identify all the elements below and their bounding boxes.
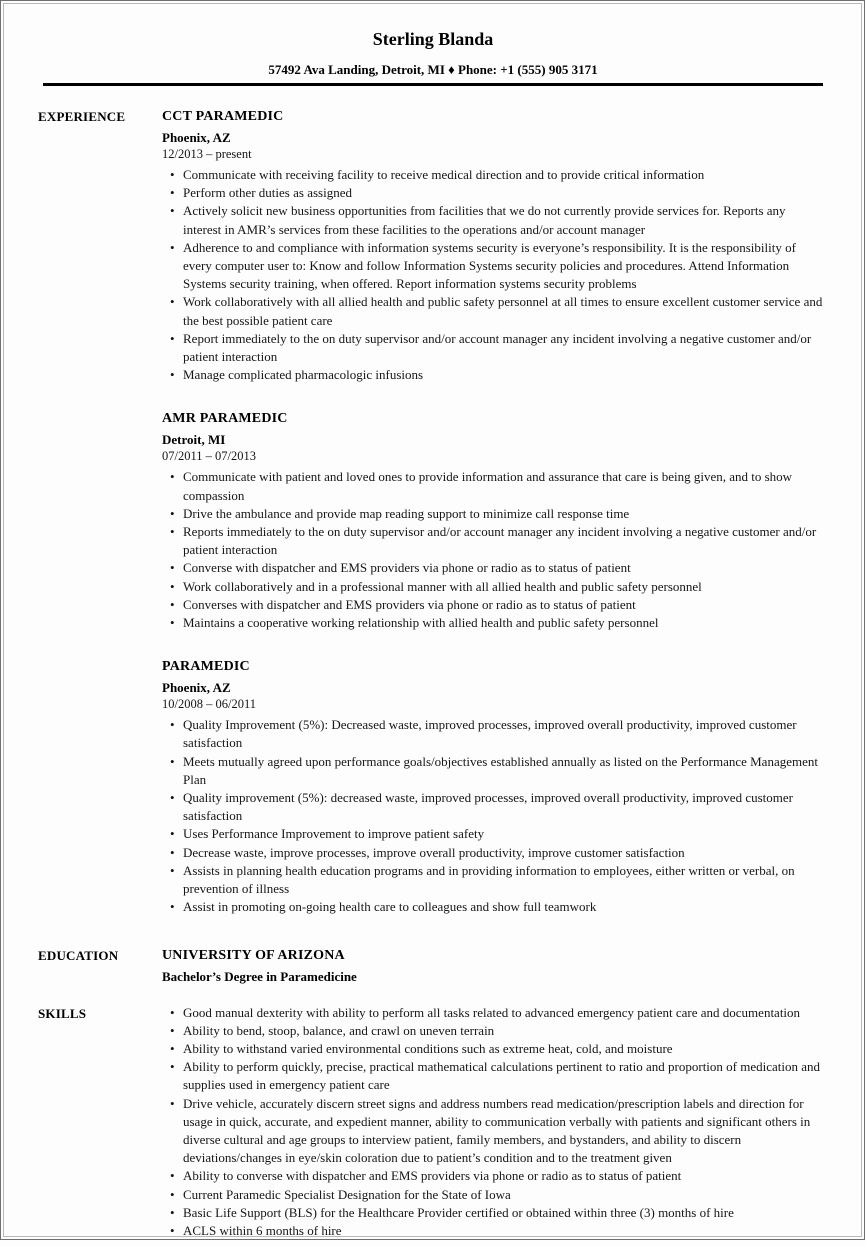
job-entry-amr-paramedic (162, 409, 826, 632)
list-item: • Manage complicated pharmacologic infusions (162, 366, 826, 384)
list-item: • Adherence to and compliance with information systems security is everyone’s responsibility. It is the responsibility of every computer user to: Know and follow Information Systems security policies and procedures. Attend Information Systems security training, when offered. Report information systems security problems (162, 239, 826, 294)
list-item: • Ability to perform quickly, precise, practical mathematical calculations pertinent to ratio and proportion of medication and supplies used in emergency patient care (162, 1058, 826, 1094)
job-dates: 10/2008 – 06/2011 (162, 697, 256, 712)
list-item: • Uses Performance Improvement to improve patient safety (162, 825, 826, 843)
education-body (162, 946, 826, 985)
job-bullet-list (162, 166, 826, 384)
job-dates: 07/2011 – 07/2013 (162, 449, 256, 464)
list-item: • Assists in planning health education programs and in providing information to employees, either written or verbal, on prevention of illness (162, 862, 826, 898)
list-item: • Converses with dispatcher and EMS providers via phone or radio as to status of patient (162, 596, 826, 614)
list-item: • Ability to withstand varied environmental conditions such as extreme heat, cold, and moisture (162, 1040, 826, 1058)
job-location: Phoenix, AZ (162, 130, 231, 145)
list-item: • Communicate with patient and loved ones to provide information and assurance that care is being given, and to show compassion (162, 468, 826, 504)
skills-section (0, 1004, 866, 1241)
skills-body (162, 1004, 826, 1241)
header-divider (43, 83, 823, 86)
list-item: • Reports immediately to the on duty supervisor and/or account manager any incident involving a negative customer and/or patient interaction (162, 523, 826, 559)
list-item: • Ability to converse with dispatcher and EMS providers via phone or radio as to status of patient (162, 1167, 826, 1185)
list-item: • Converse with dispatcher and EMS providers via phone or radio as to status of patient (162, 559, 826, 577)
education-section (0, 946, 866, 985)
list-item: • Perform other duties as assigned (162, 184, 826, 202)
section-label-education: EDUCATION (38, 947, 119, 963)
job-title: AMR PARAMEDIC (162, 411, 288, 427)
list-item: • Maintains a cooperative working relationship with allied health and public safety personnel (162, 614, 826, 632)
degree: Bachelor’s Degree in Paramedicine (162, 968, 357, 984)
list-item: • Report immediately to the on duty supervisor and/or account manager any incident involving a negative customer and/or patient interaction (162, 330, 826, 366)
job-bullet-list (162, 716, 826, 916)
job-title: CCT PARAMEDIC (162, 109, 284, 124)
list-item: • Quality improvement (5%): decreased waste, improved processes, improved overall productivity, improved customer satisfaction (162, 789, 826, 825)
list-item: • Ability to bend, stoop, balance, and crawl on uneven terrain (162, 1022, 826, 1040)
list-item: • Actively solicit new business opportunities from facilities that we do not currently provide services for. Reports any interest in AMR’s services from these facilities to the operations and/or account manager (162, 202, 826, 238)
list-item: • Drive vehicle, accurately discern street signs and address numbers read medication/prescription labels and direction for usage in quick, accurate, and expedient manner, ability to communication verbally with patients and significant others in diverse cultural and age groups to interview patient, family members, and bystanders, and ability to discern deviations/changes in eye/skin coloration due to patient’s condition and to the treatment given (162, 1095, 826, 1168)
list-item: • Current Paramedic Specialist Designation for the State of Iowa (162, 1186, 826, 1204)
skills-bullet-list (162, 1004, 826, 1241)
list-item: • Drive the ambulance and provide map reading support to minimize call response time (162, 505, 826, 523)
resume-name: Sterling Blanda (372, 29, 494, 49)
job-entry-cct-paramedic (162, 107, 826, 384)
list-item: • Work collaboratively and in a professional manner with all allied health and public safety personnel (162, 578, 826, 596)
list-item: • Work collaboratively with all allied health and public safety personnel at all times to ensure excellent customer service and the best possible patient care (162, 293, 826, 329)
list-item: • Good manual dexterity with ability to perform all tasks related to advanced emergency patient care and documentation (162, 1004, 826, 1022)
list-item: • Quality Improvement (5%): Decreased waste, improved processes, improved overall productivity, improved customer satisfaction (162, 716, 826, 752)
job-dates: 12/2013 – present (162, 147, 252, 161)
contact-line: 57492 Ava Landing, Detroit, MI ♦ Phone: +1 (555) 905 3171 (268, 62, 598, 77)
job-location: Detroit, MI (162, 432, 226, 448)
job-title: PARAMEDIC (162, 659, 250, 675)
list-item: • Meets mutually agreed upon performance goals/objectives established annually as listed on the Performance Management Plan (162, 753, 826, 789)
list-item: • Decrease waste, improve processes, improve overall productivity, improve customer satisfaction (162, 844, 826, 862)
section-label-skills: SKILLS (38, 1005, 87, 1021)
job-location: Phoenix, AZ (162, 680, 231, 696)
school-name: UNIVERSITY OF ARIZONA (162, 947, 345, 963)
job-bullet-list (162, 468, 826, 632)
section-label-experience: EXPERIENCE (38, 109, 126, 124)
list-item: • Basic Life Support (BLS) for the Healthcare Provider certified or obtained within three (3) months of hire (162, 1204, 826, 1222)
experience-section (0, 107, 866, 917)
list-item: • Assist in promoting on-going health care to colleagues and show full teamwork (162, 898, 826, 916)
list-item: • Communicate with receiving facility to receive medical direction and to provide critical information (162, 166, 826, 184)
job-entry-paramedic (162, 657, 826, 916)
list-item: • ACLS within 6 months of hire (162, 1222, 826, 1240)
experience-body (162, 107, 826, 917)
